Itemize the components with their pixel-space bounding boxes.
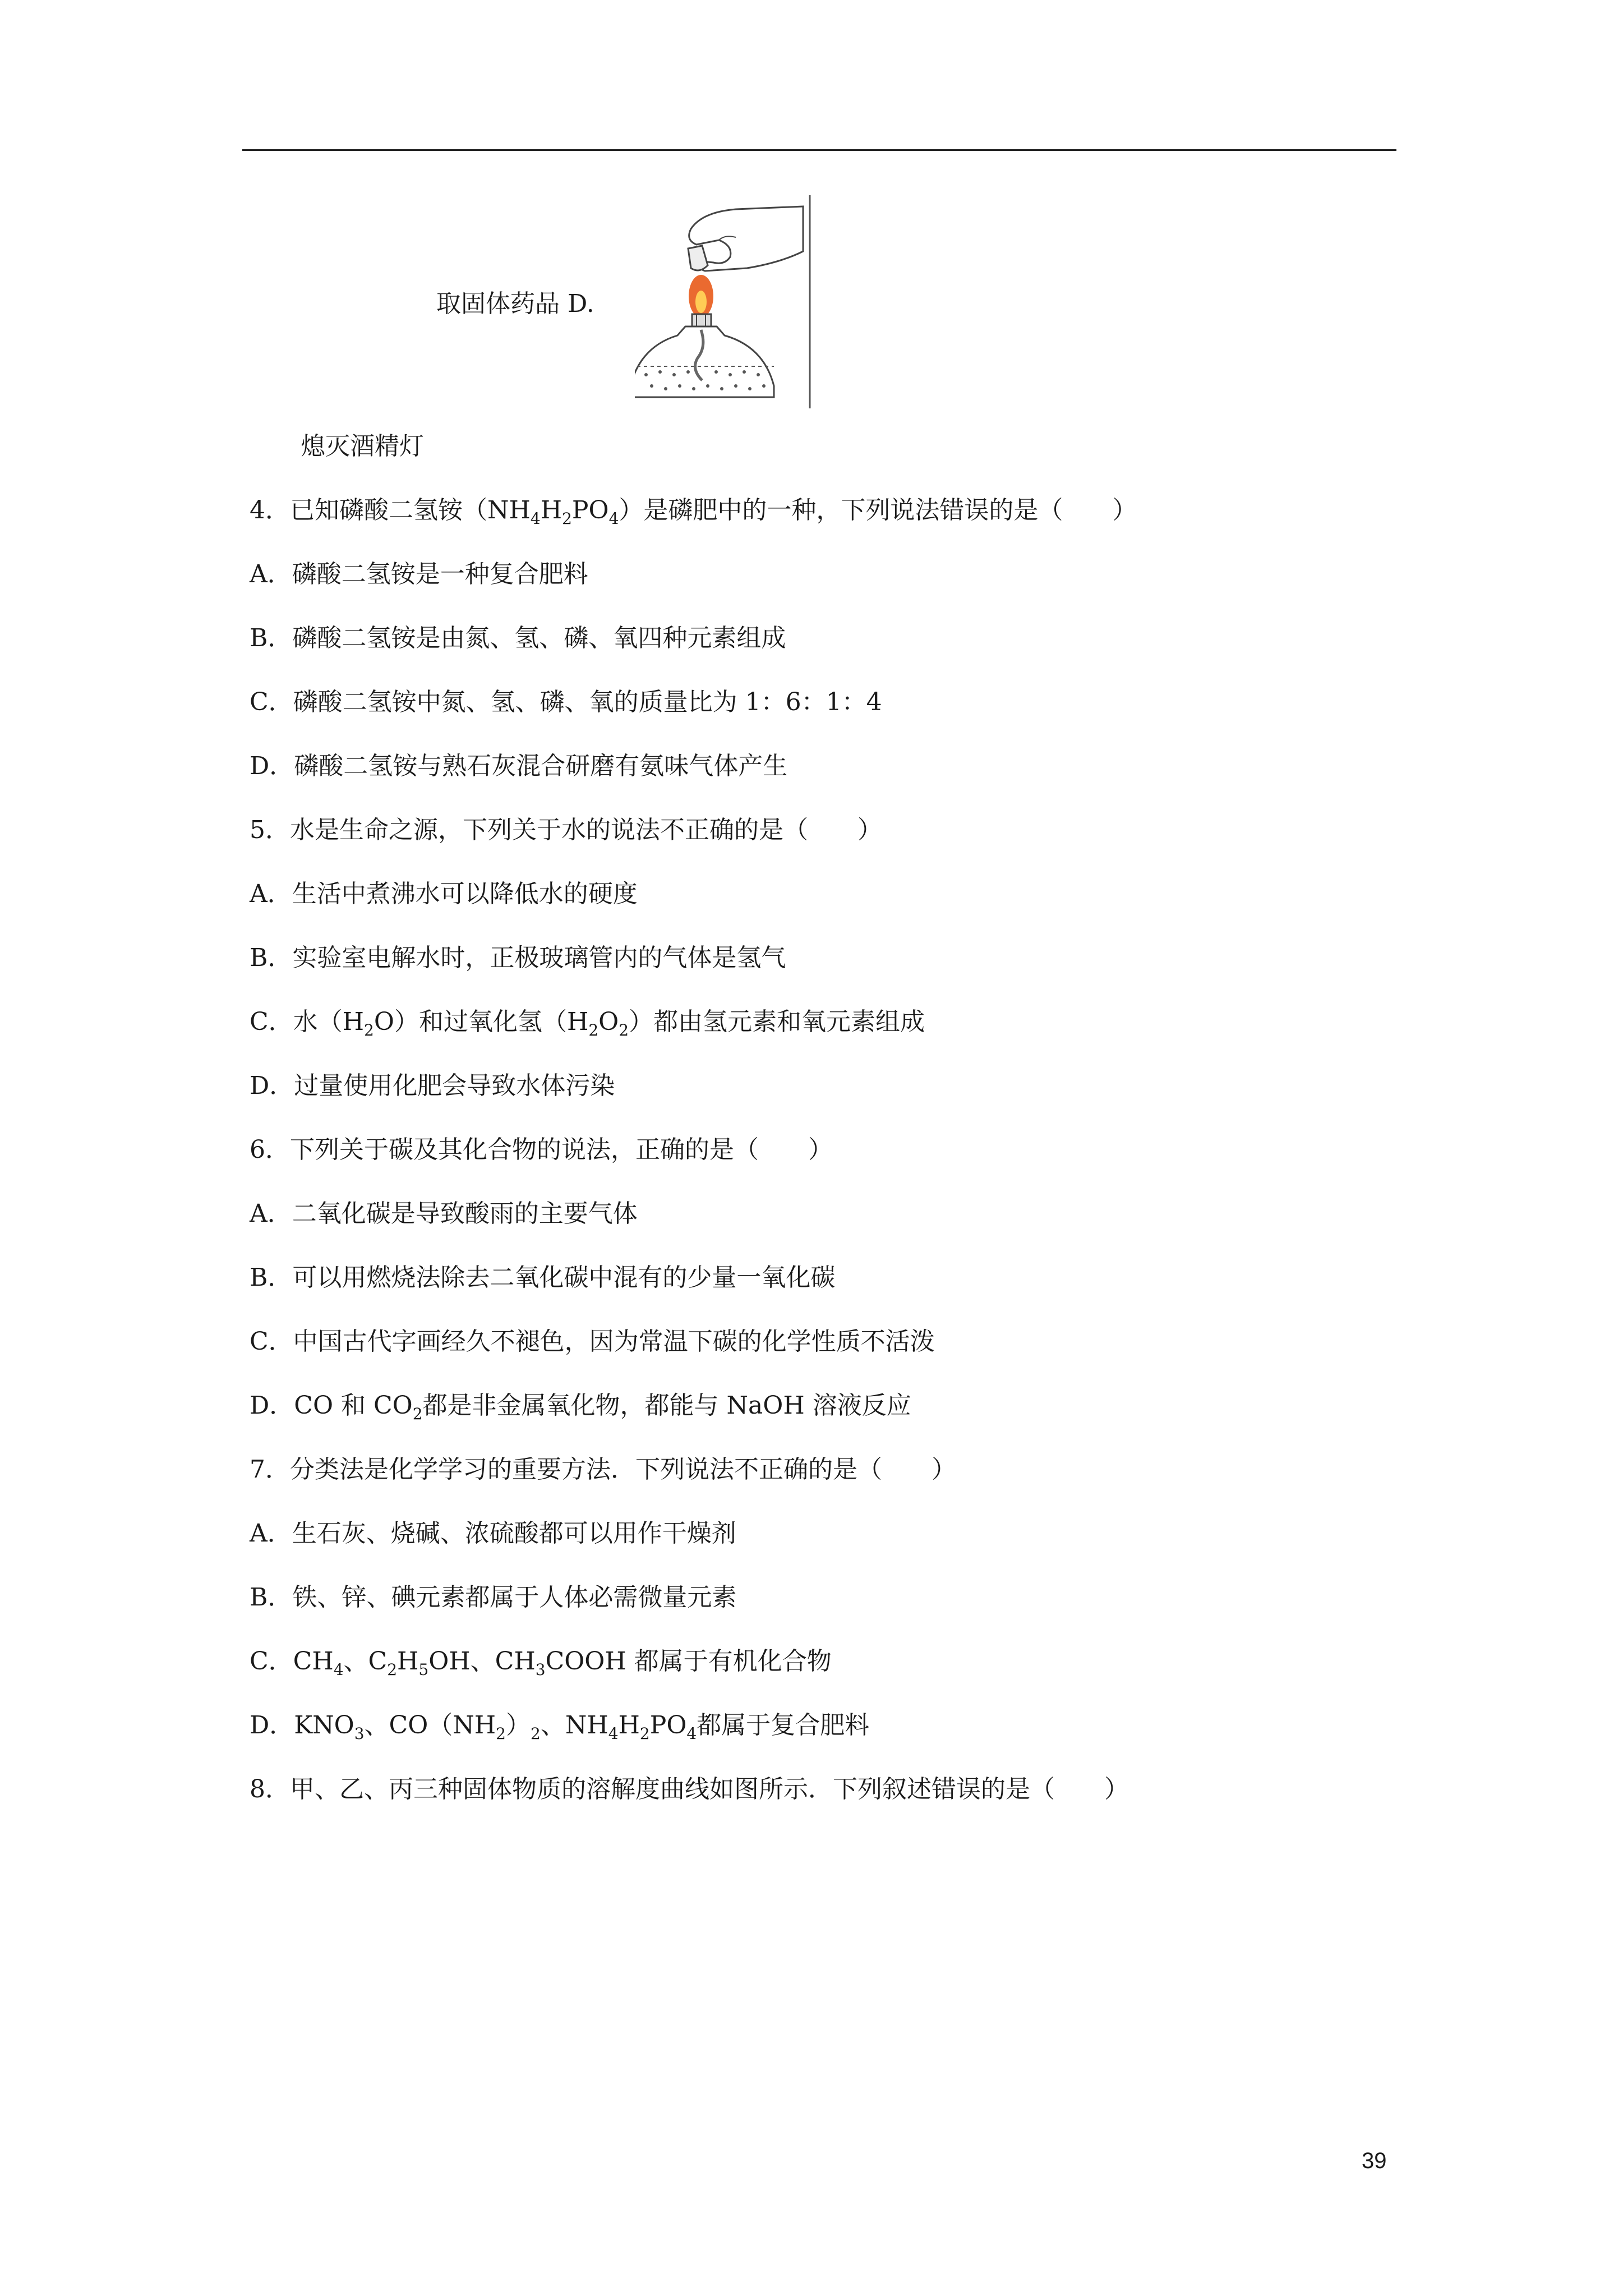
q4-option-a: A．磷酸二氢铵是一种复合肥料 [250, 560, 588, 588]
q4-option-c: C．磷酸二氢铵中氮、氢、磷、氧的质量比为 1：6：1：4 [250, 688, 882, 716]
q6-option-a: A．二氧化碳是导致酸雨的主要气体 [250, 1199, 638, 1228]
alcohol-lamp-figure [635, 195, 814, 411]
q6-option-d: D．CO 和 $CO_2$都是非金属氧化物，都能与 NaOH 溶液反应 [250, 1391, 911, 1423]
header-rule [242, 149, 1396, 151]
q5-stem: 5．水是生命之源，下列关于水的说法不正确的是（ ） [250, 816, 882, 844]
q6-option-b: B．可以用燃烧法除去二氧化碳中混有的少量一氧化碳 [250, 1263, 836, 1292]
q6-option-c: C．中国古代字画经久不褪色，因为常温下碳的化学性质不活泼 [250, 1327, 935, 1356]
q7-option-d: D．$KNO_3$、$CO(NH_2)_2$、$NH_4H_2PO_4$都属于复合肥料 [250, 1711, 870, 1743]
q5-option-c: C．水$(H_2O)$和过氧化氢$(H_2O_2)$都由氢元素和氧元素组成 [250, 1007, 925, 1039]
q6-stem: 6．下列关于碳及其化合物的说法，正确的是（ ） [250, 1135, 833, 1164]
q8-stem: 8．甲、乙、丙三种固体物质的溶解度曲线如图所示．下列叙述错误的是（ ） [250, 1775, 1129, 1803]
q7-stem: 7．分类法是化学学习的重要方法．下列说法不正确的是（ ） [250, 1455, 956, 1484]
page-number: 39 [1362, 2148, 1387, 2173]
q5-option-d: D．过量使用化肥会导致水体污染 [250, 1071, 615, 1100]
q4-option-b: B．磷酸二氢铵是由氮、氢、磷、氧四种元素组成 [250, 624, 786, 652]
q7-option-c: C．$CH_4$、$C_2H_5OH$、$CH_3COOH$ 都属于有机化合物 [250, 1647, 832, 1679]
figure-caption-below: 熄灭酒精灯 [301, 432, 424, 461]
q7-option-b: B．铁、锌、碘元素都属于人体必需微量元素 [250, 1583, 737, 1612]
q5-option-a: A．生活中煮沸水可以降低水的硬度 [250, 880, 638, 908]
q4-option-d: D．磷酸二氢铵与熟石灰混合研磨有氨味气体产生 [250, 752, 788, 780]
q4-stem: 4．已知磷酸二氢铵$(NH_4H_2PO_4)$是磷肥中的一种，下列说法错误的是（ ） [250, 496, 1137, 528]
q7-option-a: A．生石灰、烧碱、浓硫酸都可以用作干燥剂 [250, 1519, 736, 1548]
q5-option-b: B．实验室电解水时，正极玻璃管内的气体是氢气 [250, 944, 786, 972]
figure-caption-left: 取固体药品 D. [436, 289, 594, 318]
